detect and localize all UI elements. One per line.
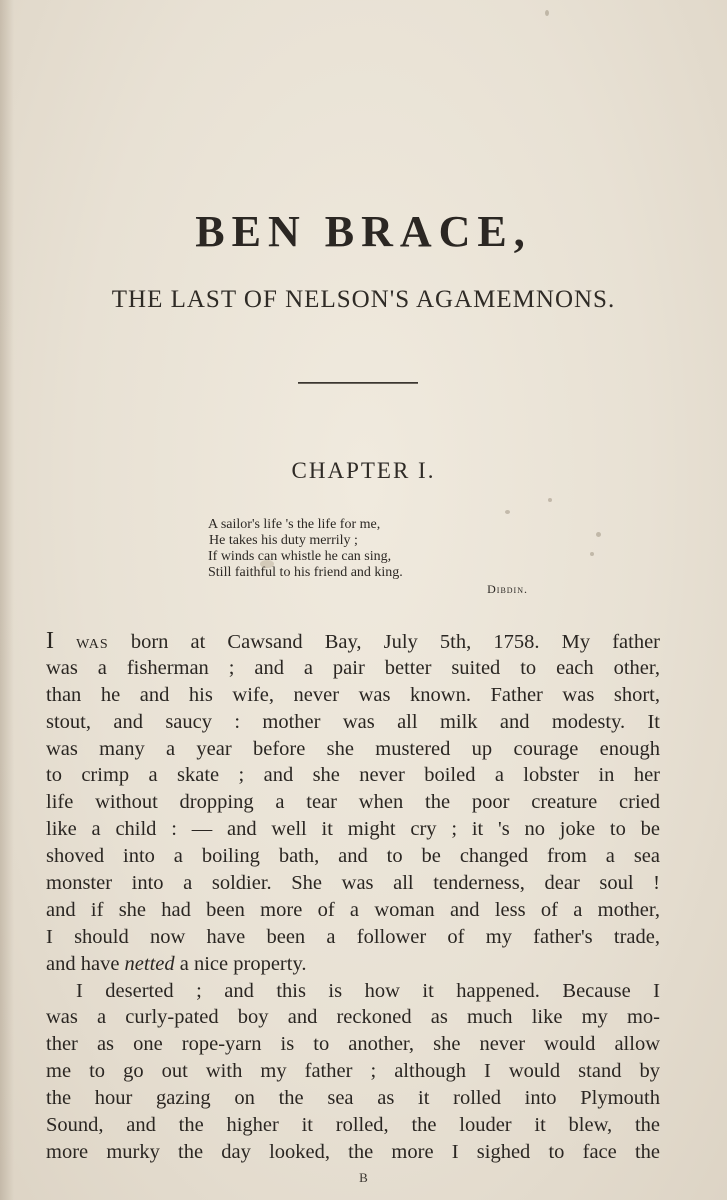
- epigraph-line: A sailor's life 's the life for me,: [208, 517, 381, 532]
- title-divider-rule: [298, 382, 418, 384]
- body-line: shoved into a boiling bath, and to be changed from a sea: [46, 845, 660, 868]
- paper-foxing-spot: [260, 560, 274, 568]
- body-line: was a fisherman ; and a pair better suited to each other,: [46, 656, 660, 679]
- paper-foxing-spot: [590, 552, 594, 556]
- body-line: monster into a soldier. She was all tenderness, dear soul !: [46, 872, 660, 895]
- paper-foxing-spot: [505, 510, 510, 514]
- drop-initial: I: [46, 628, 54, 654]
- body-line-text: born at Cawsand Bay, July 5th, 1758. My father: [130, 631, 661, 653]
- paper-foxing-spot: [596, 532, 601, 537]
- signature-mark: B: [359, 1170, 368, 1185]
- body-line-text: a nice property.: [179, 952, 307, 975]
- body-italic-word: netted: [124, 952, 175, 975]
- body-line: I should now have been a follower of my father's trade,: [46, 925, 660, 948]
- page-edge-shadow: [0, 0, 14, 1200]
- epigraph: [208, 517, 528, 597]
- body-line: ther as one rope-yarn is to another, she never would allow: [46, 1033, 660, 1056]
- body-line: [46, 628, 660, 655]
- body-line: and if she had been more of a woman and less of a mother,: [46, 898, 660, 921]
- book-subtitle: THE LAST OF NELSON'S AGAMEMNONS.: [111, 286, 616, 313]
- epigraph-line: If winds can whistle he can sing,: [208, 549, 392, 564]
- body-line: I deserted ; and this is how it happened. Because I: [76, 979, 660, 1002]
- book-title: BEN BRACE,: [195, 207, 532, 256]
- epigraph-line: He takes his duty merrily ;: [209, 533, 358, 548]
- body-line-text: and have: [46, 952, 120, 975]
- chapter-heading: CHAPTER I.: [291, 458, 436, 483]
- body-line: was a curly-pated boy and reckoned as much like my mo-: [46, 1006, 660, 1029]
- body-line: the hour gazing on the sea as it rolled into Plymouth: [46, 1087, 660, 1110]
- paper-foxing-spot: [545, 10, 549, 16]
- epigraph-attribution: Dibdin.: [487, 582, 528, 596]
- body-smallcaps-word: was: [76, 631, 109, 653]
- paper-foxing-spot: [548, 498, 552, 502]
- body-line: me to go out with my father ; although I would stand by: [46, 1060, 660, 1083]
- body-line: to crimp a skate ; and she never boiled a lobster in her: [46, 764, 660, 787]
- body-line: more murky the day looked, the more I sighed to face the: [46, 1140, 660, 1163]
- body-line: life without dropping a tear when the poor creature cried: [46, 791, 660, 814]
- body-line: was many a year before she mustered up courage enough: [46, 737, 660, 760]
- body-line: than he and his wife, never was known. Father was short,: [46, 683, 660, 706]
- body-line: like a child : — and well it might cry ; it 's no joke to be: [46, 818, 660, 841]
- epigraph-line: Still faithful to his friend and king.: [208, 565, 403, 580]
- chapter-body: [46, 628, 660, 1166]
- body-line: Sound, and the higher it rolled, the louder it blew, the: [46, 1114, 660, 1137]
- body-line: [46, 951, 660, 978]
- body-line: stout, and saucy : mother was all milk and modesty. It: [46, 710, 660, 733]
